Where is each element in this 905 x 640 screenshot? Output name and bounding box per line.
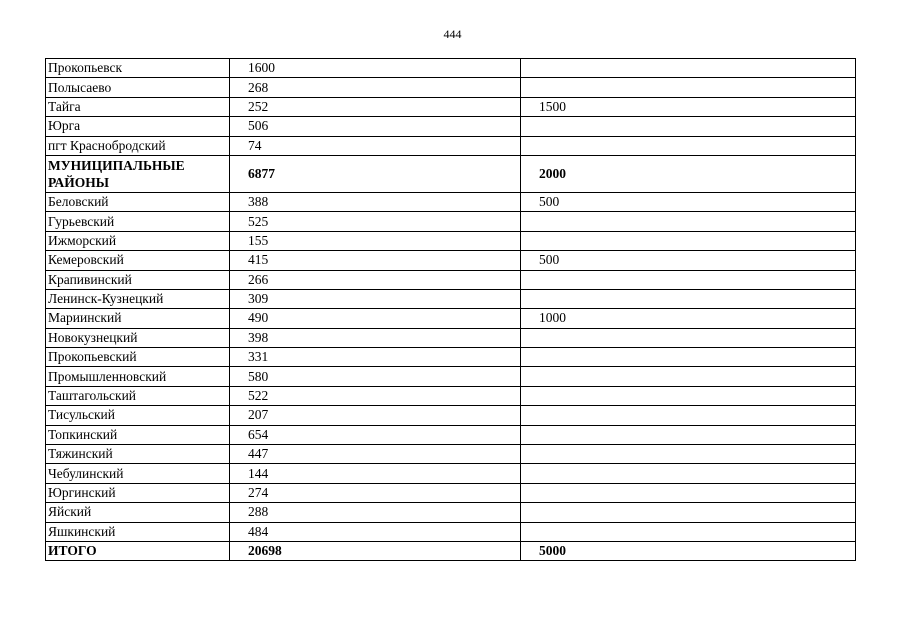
table-row xyxy=(46,117,856,136)
value-cell: 274 xyxy=(230,483,521,502)
table-row xyxy=(46,192,856,211)
extra-cell xyxy=(521,503,856,522)
value-cell: 266 xyxy=(230,270,521,289)
table-row xyxy=(46,522,856,541)
table-row xyxy=(46,464,856,483)
value-cell: 388 xyxy=(230,192,521,211)
value-cell: 490 xyxy=(230,309,521,328)
extra-cell: 5000 xyxy=(521,541,856,560)
extra-cell xyxy=(521,59,856,78)
name-cell: Мариинский xyxy=(46,309,230,328)
value-cell: 252 xyxy=(230,97,521,116)
name-cell: Ижморский xyxy=(46,231,230,250)
name-cell: пгт Краснобродский xyxy=(46,136,230,155)
table-row xyxy=(46,425,856,444)
name-cell: Таштагольский xyxy=(46,386,230,405)
extra-cell xyxy=(521,522,856,541)
table-row xyxy=(46,406,856,425)
extra-cell xyxy=(521,78,856,97)
name-cell: Новокузнецкий xyxy=(46,328,230,347)
value-cell: 155 xyxy=(230,231,521,250)
value-cell: 525 xyxy=(230,212,521,231)
value-cell: 288 xyxy=(230,503,521,522)
value-cell: 268 xyxy=(230,78,521,97)
table-row xyxy=(46,212,856,231)
extra-cell: 500 xyxy=(521,192,856,211)
name-cell: Чебулинский xyxy=(46,464,230,483)
table-row xyxy=(46,270,856,289)
value-cell: 447 xyxy=(230,445,521,464)
extra-cell xyxy=(521,406,856,425)
table-row xyxy=(46,251,856,270)
extra-cell: 2000 xyxy=(521,155,856,192)
value-cell: 20698 xyxy=(230,541,521,560)
extra-cell xyxy=(521,289,856,308)
extra-cell xyxy=(521,231,856,250)
extra-cell xyxy=(521,367,856,386)
extra-cell xyxy=(521,348,856,367)
value-cell: 309 xyxy=(230,289,521,308)
value-cell: 506 xyxy=(230,117,521,136)
name-cell: МУНИЦИПАЛЬНЫЕ РАЙОНЫ xyxy=(46,155,230,192)
table-body xyxy=(46,59,856,561)
name-cell: Топкинский xyxy=(46,425,230,444)
name-cell: ИТОГО xyxy=(46,541,230,560)
value-cell: 580 xyxy=(230,367,521,386)
extra-cell xyxy=(521,464,856,483)
value-cell: 144 xyxy=(230,464,521,483)
table-row xyxy=(46,367,856,386)
name-cell: Тайга xyxy=(46,97,230,116)
table-row xyxy=(46,155,856,192)
table-row xyxy=(46,289,856,308)
value-cell: 1600 xyxy=(230,59,521,78)
extra-cell xyxy=(521,328,856,347)
name-cell: Юрга xyxy=(46,117,230,136)
name-cell: Крапивинский xyxy=(46,270,230,289)
name-cell: Яйский xyxy=(46,503,230,522)
value-cell: 398 xyxy=(230,328,521,347)
name-cell: Кемеровский xyxy=(46,251,230,270)
extra-cell: 1000 xyxy=(521,309,856,328)
table-row xyxy=(46,503,856,522)
table-row xyxy=(46,78,856,97)
name-cell: Тяжинский xyxy=(46,445,230,464)
name-cell: Ленинск-Кузнецкий xyxy=(46,289,230,308)
table-row xyxy=(46,97,856,116)
extra-cell xyxy=(521,386,856,405)
extra-cell xyxy=(521,445,856,464)
value-cell: 6877 xyxy=(230,155,521,192)
value-cell: 522 xyxy=(230,386,521,405)
name-cell: Промышленновский xyxy=(46,367,230,386)
value-cell: 415 xyxy=(230,251,521,270)
table-row xyxy=(46,328,856,347)
extra-cell xyxy=(521,425,856,444)
name-cell: Беловский xyxy=(46,192,230,211)
table-row xyxy=(46,386,856,405)
table-row xyxy=(46,59,856,78)
value-cell: 207 xyxy=(230,406,521,425)
name-cell: Юргинский xyxy=(46,483,230,502)
extra-cell xyxy=(521,117,856,136)
name-cell: Полысаево xyxy=(46,78,230,97)
extra-cell xyxy=(521,270,856,289)
name-cell: Гурьевский xyxy=(46,212,230,231)
value-cell: 484 xyxy=(230,522,521,541)
table-row xyxy=(46,445,856,464)
value-cell: 74 xyxy=(230,136,521,155)
extra-cell xyxy=(521,212,856,231)
table-row xyxy=(46,231,856,250)
name-cell: Яшкинский xyxy=(46,522,230,541)
name-cell: Тисульский xyxy=(46,406,230,425)
table-row xyxy=(46,483,856,502)
page-number: 444 xyxy=(443,27,462,41)
extra-cell xyxy=(521,483,856,502)
name-cell: Прокопьевский xyxy=(46,348,230,367)
value-cell: 654 xyxy=(230,425,521,444)
table-row xyxy=(46,348,856,367)
extra-cell xyxy=(521,136,856,155)
name-cell: Прокопьевск xyxy=(46,59,230,78)
extra-cell: 1500 xyxy=(521,97,856,116)
table-row xyxy=(46,136,856,155)
data-table xyxy=(45,58,856,561)
table-row xyxy=(46,309,856,328)
table-row xyxy=(46,541,856,560)
extra-cell: 500 xyxy=(521,251,856,270)
value-cell: 331 xyxy=(230,348,521,367)
